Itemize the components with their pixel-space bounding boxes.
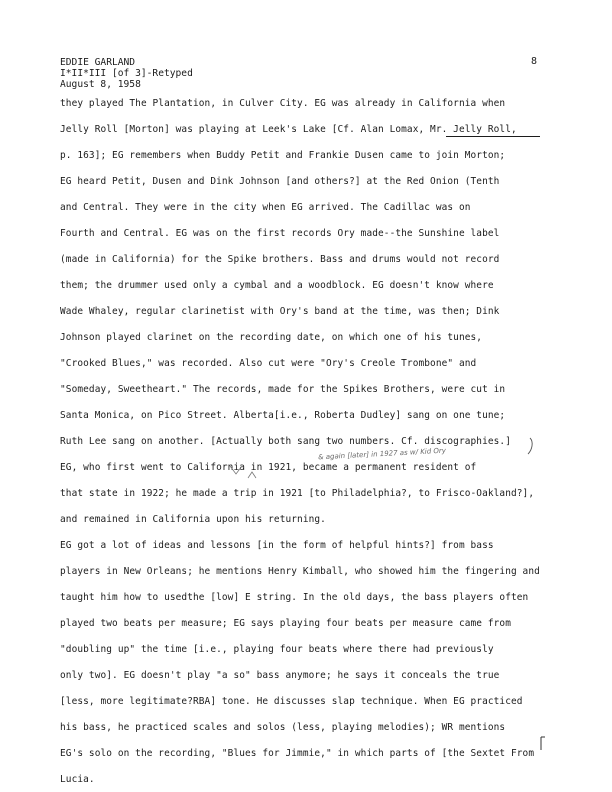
body-line: EG got a lot of ideas and lessons [in the form of helpful hints?] from bass (60, 540, 494, 551)
body-line: EG heard Petit, Dusen and Dink Johnson [and others?] at the Red Onion (Tenth (60, 176, 500, 187)
body-line: Santa Monica, on Pico Street. Alberta[i.e., Roberta Dudley] sang on one tune; (60, 410, 506, 421)
body-line: and Central. They were in the city when EG arrived. The Cadillac was on (60, 202, 471, 213)
body-line: "Crooked Blues," was recorded. Also cut were "Ory's Creole Trombone" and (60, 358, 477, 369)
body-line: Johnson played clarinet on the recording date, on which one of his tunes, (60, 332, 483, 343)
body-line: them; the drummer used only a cymbal and a woodblock. EG doesn't know where (60, 280, 494, 291)
handwritten-insertion-note: & again [later] in 1927 as w/ Kid Ory (317, 446, 447, 462)
body-line: and remained in California upon his returning. (60, 514, 326, 525)
title-underline (446, 136, 540, 137)
body-line: taught him how to usedthe [low] E string. In the old days, the bass players often (60, 592, 529, 603)
body-line: "doubling up" the time [i.e., playing four beats where there had previously (60, 644, 494, 655)
body-line: "Someday, Sweetheart." The records, made for the Spikes Brothers, were cut in (60, 384, 506, 395)
body-line: EG's solo on the recording, "Blues for Jimmie," in which parts of [the Sextet From (60, 748, 535, 759)
body-line: p. 163]; EG remembers when Buddy Petit and Frankie Dusen came to join Morton; (60, 150, 506, 161)
body-line: players in New Orleans; he mentions Henry Kimball, who showed him the fingering and (60, 566, 540, 577)
interviewee-name: EDDIE GARLAND (60, 57, 136, 68)
body-line: his bass, he practiced scales and solos (less, playing melodies); WR mentions (60, 722, 506, 733)
interview-date: August 8, 1958 (60, 79, 141, 90)
body-line: EG, who first went to California in 1921, became a permanent resident of (60, 462, 477, 473)
reel-info: I*II*III [of 3]-Retyped (60, 68, 193, 79)
body-line: (made in California) for the Spike brothers. Bass and drums would not record (60, 254, 500, 265)
body-line: Lucia. (60, 774, 95, 785)
body-line: played two beats per measure; EG says playing four beats per measure came from (60, 618, 511, 629)
body-line: Wade Whaley, regular clarinetist with Ory's band at the time, was then; Dink (60, 306, 500, 317)
bracket-mark-icon (528, 438, 532, 454)
body-line: Jelly Roll [Morton] was playing at Leek's Lake [Cf. Alan Lomax, Mr. Jelly Roll, (60, 124, 517, 135)
body-line: only two]. EG doesn't play "a so" bass anymore; he says it conceals the true (60, 670, 500, 681)
bracket-mark-icon (541, 737, 545, 750)
body-line: that state in 1922; he made a trip in 1921 [to Philadelphia?, to Frisco-Oakland?], (60, 488, 535, 499)
body-line: Fourth and Central. EG was on the first records Ory made--the Sunshine label (60, 228, 500, 239)
body-line: [less, more legitimate?RBA] tone. He discusses slap technique. When EG practiced (60, 696, 523, 707)
body-line: Ruth Lee sang on another. [Actually both sang two numbers. Cf. discographies.] (60, 436, 511, 447)
body-line: they played The Plantation, in Culver City. EG was already in California when (60, 98, 506, 109)
page-number: 8 (531, 56, 538, 67)
